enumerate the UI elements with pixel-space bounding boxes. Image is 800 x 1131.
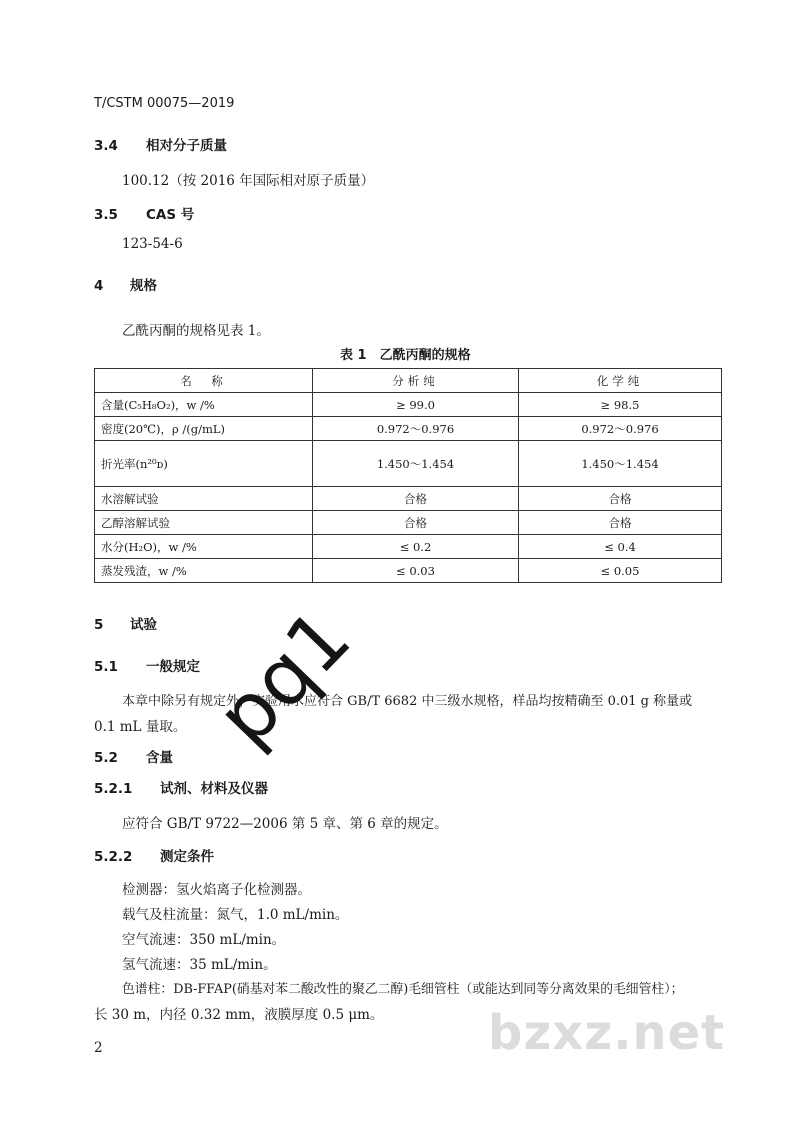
heading-5-2-1-number: 5.2.1 [94, 781, 133, 797]
table-cell: 水溶解试验 [95, 487, 313, 511]
heading-5-2-number: 5.2 [94, 750, 118, 766]
heading-5-2-title: 含量 [146, 750, 173, 766]
table-header-cell: 化学纯 [519, 369, 722, 393]
table-row [95, 441, 722, 487]
general-rule-line-2: 0.1 mL 量取。 [94, 719, 187, 735]
table-cell: ≤ 0.03 [313, 559, 519, 583]
table-cell: 0.972～0.976 [313, 417, 519, 441]
table-cell: 1.450～1.454 [313, 441, 519, 487]
molecular-mass-text: 100.12（按 2016 年国际相对原子质量） [122, 173, 375, 189]
heading-5-2 [94, 746, 173, 766]
table-cell: 合格 [313, 511, 519, 535]
condition-line: 空气流速：350 mL/min。 [122, 932, 286, 948]
heading-5-2-1 [94, 777, 268, 797]
table-cell: 合格 [313, 487, 519, 511]
heading-5-1 [94, 655, 200, 675]
table-row [95, 511, 722, 535]
heading-4-number: 4 [94, 278, 104, 294]
table-row [95, 393, 722, 417]
table-row [95, 559, 722, 583]
condition-line: 载气及柱流量：氮气，1.0 mL/min。 [122, 907, 349, 923]
table-header-cell: 名 称 [95, 369, 313, 393]
general-rule-line-1: 本章中除另有规定外，实验用水应符合 GB/T 6682 中三级水规格，样品均按精确至 0.01 g 称量或 [122, 694, 693, 709]
heading-3-4 [94, 134, 227, 154]
heading-3-4-title: 相对分子质量 [146, 138, 227, 154]
heading-5-title: 试验 [130, 617, 157, 633]
table-cell: ≥ 98.5 [519, 393, 722, 417]
heading-3-5-title: CAS 号 [146, 207, 195, 223]
heading-5-1-title: 一般规定 [146, 659, 200, 675]
table-caption: 表 1 乙酰丙酮的规格 [340, 348, 471, 363]
heading-3-5 [94, 203, 194, 223]
table-cell: 水分(H₂O)，w /% [95, 535, 313, 559]
overlay-watermark: pq1 [200, 593, 369, 763]
heading-4-title: 规格 [130, 278, 157, 294]
heading-5 [94, 613, 157, 633]
table-cell: ≤ 0.05 [519, 559, 722, 583]
condition-line: 色谱柱：DB-FFAP(硝基对苯二酸改性的聚乙二醇)毛细管柱（或能达到同等分离效果的毛细管柱）； [122, 982, 684, 997]
heading-5-number: 5 [94, 617, 104, 633]
heading-5-2-2 [94, 845, 214, 865]
table-cell: ≥ 99.0 [313, 393, 519, 417]
page-number: 2 [94, 1040, 103, 1056]
spec-intro-text: 乙酰丙酮的规格见表 1。 [122, 323, 270, 339]
standard-id: T/CSTM 00075—2019 [94, 96, 235, 111]
heading-5-1-number: 5.1 [94, 659, 118, 675]
table-cell: 0.972～0.976 [519, 417, 722, 441]
table-cell: 含量(C₅H₈O₂)，w /% [95, 393, 313, 417]
heading-5-2-1-title: 试剂、材料及仪器 [160, 781, 268, 797]
table-cell: ≤ 0.4 [519, 535, 722, 559]
site-watermark: bzxz.net [488, 1005, 726, 1061]
table-cell: 折光率(n²⁰ᴅ) [95, 441, 313, 487]
heading-5-2-2-title: 测定条件 [160, 849, 214, 865]
table-cell: ≤ 0.2 [313, 535, 519, 559]
table-cell: 合格 [519, 511, 722, 535]
table-cell: 蒸发残渣，w /% [95, 559, 313, 583]
table-cell: 乙醇溶解试验 [95, 511, 313, 535]
table-row [95, 487, 722, 511]
heading-4 [94, 274, 157, 294]
condition-line: 检测器：氢火焰离子化检测器。 [122, 882, 311, 898]
table-cell: 合格 [519, 487, 722, 511]
cas-number-text: 123-54-6 [122, 236, 183, 252]
reagents-text: 应符合 GB/T 9722—2006 第 5 章、第 6 章的规定。 [122, 816, 448, 832]
table-header-row [95, 369, 722, 393]
heading-3-4-number: 3.4 [94, 138, 118, 154]
condition-line: 氢气流速：35 mL/min。 [122, 957, 277, 973]
spec-table [94, 368, 722, 583]
heading-3-5-number: 3.5 [94, 207, 118, 223]
heading-5-2-2-number: 5.2.2 [94, 849, 133, 865]
condition-line: 长 30 m，内径 0.32 mm，液膜厚度 0.5 μm。 [94, 1007, 384, 1023]
table-row [95, 417, 722, 441]
table-header-cell: 分析纯 [313, 369, 519, 393]
table-cell: 密度(20℃)，ρ /(g/mL) [95, 417, 313, 441]
table-row [95, 535, 722, 559]
table-cell: 1.450～1.454 [519, 441, 722, 487]
